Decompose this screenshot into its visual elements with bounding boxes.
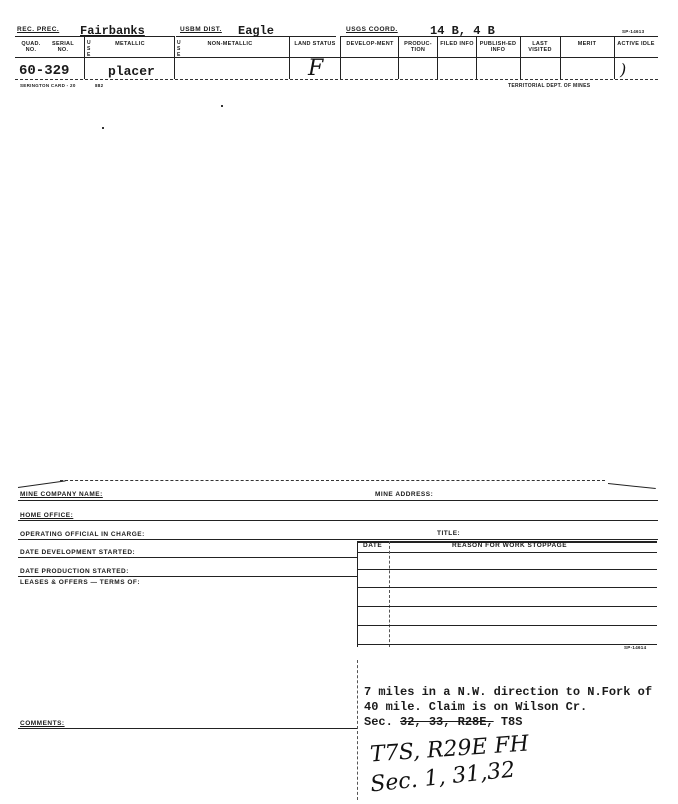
col-divider	[289, 37, 290, 79]
col-merit: MERIT	[577, 41, 597, 47]
rule	[18, 557, 358, 558]
usbm-dist-label: USBM DIST.	[180, 26, 222, 33]
form-number-2: SP-14614	[624, 645, 647, 650]
rule	[18, 539, 658, 540]
mine-address-label: MINE ADDRESS:	[375, 491, 434, 498]
speck	[102, 127, 104, 129]
col-last-visited: LAST VISITED	[528, 41, 552, 53]
col-use-b: U S E	[177, 40, 181, 58]
stoppage-row-rule	[357, 606, 657, 607]
date-development-label: DATE DEVELOPMENT STARTED:	[20, 549, 136, 556]
typed-note-line-2: 40 mile. Claim is on Wilson Cr.	[364, 700, 588, 714]
col-active-idle: ACTIVE IDLE	[617, 41, 655, 47]
fold-line-right	[608, 483, 656, 489]
col-divider	[174, 37, 175, 79]
fold-line-left	[18, 480, 66, 488]
date-production-label: DATE PRODUCTION STARTED:	[20, 568, 129, 575]
header-rule-3	[340, 36, 658, 37]
stoppage-row-rule	[357, 569, 657, 570]
col-use-a: U S E	[87, 40, 91, 58]
stoppage-reason-label: REASON FOR WORK STOPPAGE	[452, 542, 568, 549]
header-rule-1	[15, 36, 175, 37]
typed-note-line-3	[364, 715, 522, 729]
col-divider	[560, 37, 561, 79]
col-non-metallic: NON-METALLIC	[207, 41, 253, 47]
typed-note-line-3-struck: 32, 33, R28E,	[400, 715, 494, 729]
header-rule-2	[176, 36, 336, 37]
typed-note-line-3-prefix: Sec.	[364, 715, 393, 729]
stoppage-row-rule	[357, 587, 657, 588]
rec-prec-value: Fairbanks	[80, 24, 145, 38]
stoppage-left-edge	[357, 541, 358, 647]
comments-label: COMMENTS:	[20, 720, 65, 727]
stoppage-row-rule	[357, 644, 657, 645]
handwritten-line-1: T7S, R29E FH	[369, 731, 530, 768]
col-divider	[340, 37, 341, 79]
rule	[18, 576, 358, 577]
comments-divider	[357, 660, 358, 800]
stoppage-row-rule	[357, 625, 657, 626]
stoppage-header-rule	[357, 552, 657, 553]
form-number: SP-14613	[622, 29, 645, 34]
printer-mark: SERINGTON CARD - 20	[20, 83, 76, 88]
title-label: TITLE:	[437, 530, 461, 537]
stoppage-date-label: DATE	[363, 542, 383, 549]
col-divider	[614, 37, 615, 79]
usgs-coord-label: USGS COORD.	[346, 26, 398, 33]
speck	[221, 105, 223, 107]
active-idle-mark: )	[620, 60, 627, 79]
col-divider	[437, 37, 438, 79]
typed-note-line-1: 7 miles in a N.W. direction to N.Fork of	[364, 685, 653, 699]
operating-official-label: OPERATING OFFICIAL IN CHARGE:	[20, 531, 145, 538]
land-status-mark: F	[308, 56, 324, 81]
col-divider	[398, 37, 399, 79]
agency-name: TERRITORIAL DEPT. OF MINES	[508, 83, 591, 89]
leases-label: LEASES & OFFERS — TERMS OF:	[20, 579, 141, 586]
rule	[18, 520, 658, 521]
col-filed-info: FILED INFO	[440, 41, 474, 47]
handwritten-line-2: Sec. 1, 31,32	[369, 757, 517, 798]
usbm-dist-value: Eagle	[238, 24, 275, 38]
col-development: DEVELOP-MENT	[346, 41, 394, 47]
col-land-status: LAND STATUS	[294, 41, 336, 47]
fold-line	[60, 480, 605, 481]
quad-serial-value: 60-329	[19, 63, 70, 79]
col-divider	[476, 37, 477, 79]
rec-prec-label: REC. PREC.	[17, 26, 60, 33]
metallic-value: placer	[108, 64, 155, 79]
record-bottom-rule	[15, 79, 658, 80]
header-bottom-rule	[15, 57, 658, 58]
col-serial-no: SERIAL NO.	[52, 41, 74, 53]
col-production: PRODUC-TION	[404, 41, 432, 53]
printer-code: 882	[95, 83, 104, 88]
rule	[18, 500, 658, 501]
rule	[18, 728, 358, 729]
stoppage-date-divider	[389, 541, 390, 647]
col-divider	[84, 37, 85, 79]
col-published-info: PUBLISH-ED INFO	[479, 41, 517, 53]
home-office-label: HOME OFFICE:	[20, 512, 74, 519]
col-metallic: METALLIC	[115, 41, 145, 47]
typed-note-line-3-suffix: T8S	[500, 715, 523, 729]
usgs-coord-value: 14 B, 4 B	[430, 24, 495, 38]
mine-company-name-label: MINE COMPANY NAME:	[20, 491, 103, 498]
col-quad-no: QUAD. NO.	[21, 41, 41, 53]
col-divider	[520, 37, 521, 79]
